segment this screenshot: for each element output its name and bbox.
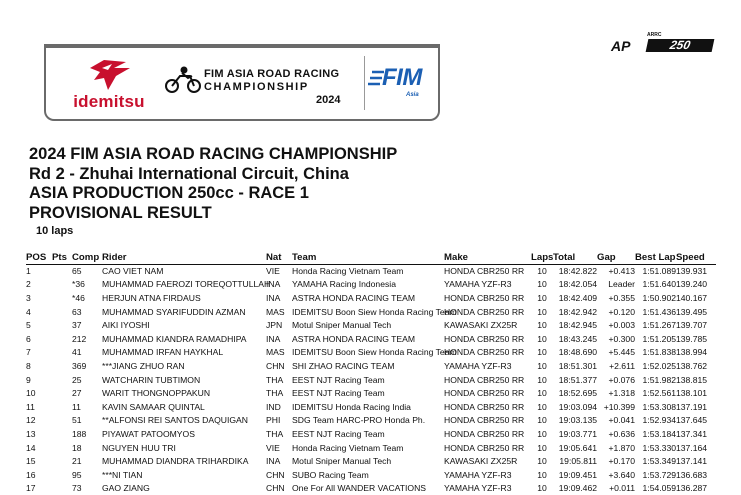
cell-speed: 139.931 [676, 264, 716, 278]
cell-pts [52, 278, 72, 292]
cell-nat: JPN [266, 318, 292, 332]
cell-comp: 51 [72, 414, 102, 428]
cell-nat: INA [266, 454, 292, 468]
cell-pos: 1 [26, 264, 52, 278]
cell-laps: 10 [531, 482, 553, 495]
table-row [26, 332, 716, 346]
cell-pos: 2 [26, 278, 52, 292]
cell-make: HONDA CBR250 RR [444, 400, 531, 414]
cell-make: HONDA CBR250 RR [444, 441, 531, 455]
cell-gap: +0.300 [597, 332, 635, 346]
cell-gap: +0.120 [597, 305, 635, 319]
table-row [26, 305, 716, 319]
cell-pts [52, 414, 72, 428]
cell-make: HONDA CBR250 RR [444, 305, 531, 319]
cell-pos: 4 [26, 305, 52, 319]
cell-gap: +1.318 [597, 386, 635, 400]
cell-speed: 137.645 [676, 414, 716, 428]
cell-laps: 10 [531, 414, 553, 428]
cell-team: Honda Racing Vietnam Team [292, 264, 444, 278]
cell-gap: +1.870 [597, 441, 635, 455]
cell-team: EEST NJT Racing Team [292, 373, 444, 387]
cell-rider: MUHAMMAD KIANDRA RAMADHIPA [102, 332, 266, 346]
cell-pos: 10 [26, 386, 52, 400]
cell-pts [52, 373, 72, 387]
col-best: Best Lap [635, 251, 676, 264]
cell-total: 19:09.451 [553, 468, 597, 482]
cell-comp: 212 [72, 332, 102, 346]
table-row [26, 318, 716, 332]
cell-pts [52, 359, 72, 373]
cell-total: 18:42.822 [553, 264, 597, 278]
cell-best: 1:52.934 [635, 414, 676, 428]
cell-rider: WATCHARIN TUBTIMON [102, 373, 266, 387]
cell-team: YAMAHA Racing Indonesia [292, 278, 444, 292]
cell-best: 1:53.308 [635, 400, 676, 414]
cell-team: IDEMITSU Boon Siew Honda Racing Team [292, 305, 444, 319]
cell-pos: 8 [26, 359, 52, 373]
cell-pos: 16 [26, 468, 52, 482]
table-row [26, 373, 716, 387]
fim-title-line1: FIM ASIA ROAD RACING [204, 68, 339, 80]
cell-comp: *36 [72, 278, 102, 292]
cell-nat: IND [266, 400, 292, 414]
cell-pts [52, 291, 72, 305]
fim-title-year: 2024 [316, 94, 340, 106]
header-banner [44, 44, 440, 121]
cell-comp: 73 [72, 482, 102, 495]
cell-best: 1:53.330 [635, 441, 676, 455]
cell-pts [52, 441, 72, 455]
cell-rider: **ALFONSI REI SANTOS DAQUIGAN [102, 414, 266, 428]
ap-label: AP [611, 38, 630, 54]
cell-team: ASTRA HONDA RACING TEAM [292, 332, 444, 346]
cell-laps: 10 [531, 278, 553, 292]
cell-laps: 10 [531, 291, 553, 305]
championship-title: 2024 FIM ASIA ROAD RACING CHAMPIONSHIP [29, 145, 397, 165]
cell-make: HONDA CBR250 RR [444, 346, 531, 360]
cell-laps: 10 [531, 386, 553, 400]
cell-nat: CHN [266, 359, 292, 373]
cell-nat: INA [266, 332, 292, 346]
cell-make: YAMAHA YZF-R3 [444, 359, 531, 373]
cell-comp: 21 [72, 454, 102, 468]
cell-comp: 63 [72, 305, 102, 319]
table-row [26, 414, 716, 428]
cell-nat: VIE [266, 264, 292, 278]
cell-pts [52, 482, 72, 495]
cell-team: SHI ZHAO RACING TEAM [292, 359, 444, 373]
table-row [26, 264, 716, 278]
cell-nat: MAS [266, 346, 292, 360]
cell-comp: 27 [72, 386, 102, 400]
cell-comp: 188 [72, 427, 102, 441]
cell-laps: 10 [531, 400, 553, 414]
cell-team: EEST NJT Racing Team [292, 386, 444, 400]
cell-rider: MUHAMMAD SYARIFUDDIN AZMAN [102, 305, 266, 319]
cell-best: 1:51.838 [635, 346, 676, 360]
cell-make: KAWASAKI ZX25R [444, 454, 531, 468]
cell-total: 18:52.695 [553, 386, 597, 400]
fim-asia-logo [372, 62, 434, 106]
cell-rider: MUHAMMAD FAEROZI TOREQOTTULLAH [102, 278, 266, 292]
col-speed: Speed [676, 251, 716, 264]
cell-gap: +0.636 [597, 427, 635, 441]
fim-asia-sub: Asia [406, 92, 419, 98]
table-header-row [26, 251, 716, 264]
cell-nat: THA [266, 373, 292, 387]
cell-speed: 136.683 [676, 468, 716, 482]
cell-pts [52, 400, 72, 414]
fim-wordmark: FIM [382, 64, 422, 92]
cell-team: Motul Sniper Manual Tech [292, 318, 444, 332]
col-pts: Pts [52, 251, 72, 264]
col-team: Team [292, 251, 444, 264]
cell-make: HONDA CBR250 RR [444, 427, 531, 441]
cell-speed: 139.785 [676, 332, 716, 346]
motorbike-rider-icon [164, 64, 202, 94]
cell-gap: +10.399 [597, 400, 635, 414]
cell-rider: AIKI IYOSHI [102, 318, 266, 332]
cell-best: 1:52.561 [635, 386, 676, 400]
cell-best: 1:53.729 [635, 468, 676, 482]
cell-best: 1:53.184 [635, 427, 676, 441]
cell-team: SDG Team HARC-PRO Honda Ph. [292, 414, 444, 428]
cell-team: IDEMITSU Boon Siew Honda Racing Team [292, 346, 444, 360]
race-laps: 10 laps [36, 225, 73, 237]
cell-make: HONDA CBR250 RR [444, 373, 531, 387]
col-gap: Gap [597, 251, 635, 264]
cell-gap: +3.640 [597, 468, 635, 482]
fim-championship-title [164, 62, 360, 112]
cell-total: 19:03.094 [553, 400, 597, 414]
cell-speed: 139.240 [676, 278, 716, 292]
result-status-title: PROVISIONAL RESULT [29, 204, 397, 224]
cell-speed: 136.287 [676, 482, 716, 495]
cell-comp: 18 [72, 441, 102, 455]
cell-pts [52, 427, 72, 441]
cell-make: YAMAHA YZF-R3 [444, 482, 531, 495]
table-row [26, 454, 716, 468]
cell-total: 18:42.409 [553, 291, 597, 305]
cell-speed: 140.167 [676, 291, 716, 305]
cell-make: KAWASAKI ZX25R [444, 318, 531, 332]
cell-pts [52, 318, 72, 332]
cell-pos: 17 [26, 482, 52, 495]
cell-best: 1:54.059 [635, 482, 676, 495]
cell-team: EEST NJT Racing Team [292, 427, 444, 441]
cell-pos: 15 [26, 454, 52, 468]
cell-team: ASTRA HONDA RACING TEAM [292, 291, 444, 305]
cell-total: 18:42.054 [553, 278, 597, 292]
idemitsu-logo [64, 56, 154, 114]
cell-make: YAMAHA YZF-R3 [444, 278, 531, 292]
idemitsu-wordmark: idemitsu [64, 92, 154, 112]
cell-gap: +5.445 [597, 346, 635, 360]
cell-pos: 6 [26, 332, 52, 346]
col-comp: Comp [72, 251, 102, 264]
cell-speed: 137.341 [676, 427, 716, 441]
cell-nat: MAS [266, 305, 292, 319]
col-rider: Rider [102, 251, 266, 264]
cell-nat: THA [266, 386, 292, 400]
cell-gap: +0.076 [597, 373, 635, 387]
ap-class-number: 250 [646, 39, 715, 52]
cell-team: One For All WANDER VACATIONS [292, 482, 444, 495]
cell-comp: 369 [72, 359, 102, 373]
table-row [26, 346, 716, 360]
cell-total: 19:03.135 [553, 414, 597, 428]
cell-nat: VIE [266, 441, 292, 455]
cell-total: 18:42.942 [553, 305, 597, 319]
cell-pos: 9 [26, 373, 52, 387]
cell-gap: +0.355 [597, 291, 635, 305]
cell-make: HONDA CBR250 RR [444, 414, 531, 428]
cell-make: HONDA CBR250 RR [444, 291, 531, 305]
cell-gap: Leader [597, 278, 635, 292]
cell-pts [52, 468, 72, 482]
cell-laps: 10 [531, 332, 553, 346]
cell-comp: 65 [72, 264, 102, 278]
cell-gap: +0.413 [597, 264, 635, 278]
cell-rider: NGUYEN HUU TRI [102, 441, 266, 455]
cell-total: 18:43.245 [553, 332, 597, 346]
cell-best: 1:51.089 [635, 264, 676, 278]
cell-laps: 10 [531, 318, 553, 332]
cell-total: 18:51.301 [553, 359, 597, 373]
cell-make: HONDA CBR250 RR [444, 264, 531, 278]
cell-pos: 11 [26, 400, 52, 414]
col-make: Make [444, 251, 531, 264]
cell-pts [52, 305, 72, 319]
cell-pos: 7 [26, 346, 52, 360]
cell-speed: 138.815 [676, 373, 716, 387]
cell-pts [52, 332, 72, 346]
cell-rider: KAVIN SAMAAR QUINTAL [102, 400, 266, 414]
cell-total: 19:05.641 [553, 441, 597, 455]
cell-best: 1:51.267 [635, 318, 676, 332]
table-row [26, 482, 716, 495]
cell-pts [52, 386, 72, 400]
cell-pos: 14 [26, 441, 52, 455]
cell-laps: 10 [531, 373, 553, 387]
cell-total: 18:51.377 [553, 373, 597, 387]
cell-rider: ***JIANG ZHUO RAN [102, 359, 266, 373]
cell-rider: MUHAMMAD IRFAN HAYKHAL [102, 346, 266, 360]
arrc-ap250-logo [611, 38, 715, 54]
col-pos: POS [26, 251, 52, 264]
cell-speed: 139.495 [676, 305, 716, 319]
cell-nat: CHN [266, 468, 292, 482]
table-row [26, 291, 716, 305]
cell-speed: 137.164 [676, 441, 716, 455]
idemitsu-bird-icon [86, 58, 132, 92]
arrc-small-label: ARRC [647, 32, 661, 38]
cell-comp: 41 [72, 346, 102, 360]
cell-comp: 37 [72, 318, 102, 332]
cell-pos: 13 [26, 427, 52, 441]
cell-laps: 10 [531, 346, 553, 360]
cell-rider: HERJUN ATNA FIRDAUS [102, 291, 266, 305]
cell-best: 1:50.902 [635, 291, 676, 305]
cell-laps: 10 [531, 359, 553, 373]
cell-speed: 137.141 [676, 454, 716, 468]
table-row [26, 468, 716, 482]
cell-gap: +0.011 [597, 482, 635, 495]
cell-rider: WARIT THONGNOPPAKUN [102, 386, 266, 400]
cell-gap: +2.611 [597, 359, 635, 373]
cell-total: 19:05.811 [553, 454, 597, 468]
cell-comp: 95 [72, 468, 102, 482]
cell-laps: 10 [531, 468, 553, 482]
cell-rider: PIYAWAT PATOOMYOS [102, 427, 266, 441]
cell-gap: +0.041 [597, 414, 635, 428]
cell-best: 1:51.640 [635, 278, 676, 292]
round-title: Rd 2 - Zhuhai International Circuit, China [29, 165, 397, 185]
cell-rider: GAO ZIANG [102, 482, 266, 495]
cell-team: Honda Racing Vietnam Team [292, 441, 444, 455]
cell-total: 18:48.690 [553, 346, 597, 360]
cell-team: IDEMITSU Honda Racing India [292, 400, 444, 414]
cell-total: 19:09.462 [553, 482, 597, 495]
cell-team: Motul Sniper Manual Tech [292, 454, 444, 468]
cell-make: HONDA CBR250 RR [444, 332, 531, 346]
cell-laps: 10 [531, 264, 553, 278]
col-total: Total [553, 251, 597, 264]
cell-pts [52, 264, 72, 278]
cell-nat: CHN [266, 482, 292, 495]
cell-laps: 10 [531, 305, 553, 319]
cell-nat: INA [266, 278, 292, 292]
cell-laps: 10 [531, 427, 553, 441]
cell-total: 18:42.945 [553, 318, 597, 332]
results-table [26, 251, 716, 495]
cell-pos: 12 [26, 414, 52, 428]
cell-comp: *46 [72, 291, 102, 305]
cell-team: SUBO Racing Team [292, 468, 444, 482]
cell-rider: CAO VIET NAM [102, 264, 266, 278]
cell-best: 1:53.349 [635, 454, 676, 468]
cell-best: 1:52.025 [635, 359, 676, 373]
header-divider [364, 56, 365, 110]
results-body [26, 264, 716, 495]
cell-speed: 139.707 [676, 318, 716, 332]
cell-nat: PHI [266, 414, 292, 428]
cell-speed: 137.191 [676, 400, 716, 414]
cell-make: HONDA CBR250 RR [444, 386, 531, 400]
table-row [26, 441, 716, 455]
table-row [26, 400, 716, 414]
col-nat: Nat [266, 251, 292, 264]
class-title: ASIA PRODUCTION 250cc - RACE 1 [29, 184, 397, 204]
cell-comp: 11 [72, 400, 102, 414]
cell-pts [52, 346, 72, 360]
cell-best: 1:51.205 [635, 332, 676, 346]
table-row [26, 427, 716, 441]
cell-rider: MUHAMMAD DIANDRA TRIHARDIKA [102, 454, 266, 468]
cell-make: YAMAHA YZF-R3 [444, 468, 531, 482]
table-row [26, 359, 716, 373]
col-laps: Laps [531, 251, 553, 264]
cell-pos: 3 [26, 291, 52, 305]
cell-best: 1:51.982 [635, 373, 676, 387]
cell-gap: +0.170 [597, 454, 635, 468]
table-row [26, 386, 716, 400]
cell-pts [52, 454, 72, 468]
document-titles [29, 145, 397, 223]
cell-laps: 10 [531, 441, 553, 455]
cell-best: 1:51.436 [635, 305, 676, 319]
cell-pos: 5 [26, 318, 52, 332]
cell-total: 19:03.771 [553, 427, 597, 441]
cell-gap: +0.003 [597, 318, 635, 332]
fim-title-line2: CHAMPIONSHIP [204, 81, 309, 93]
cell-nat: INA [266, 291, 292, 305]
cell-nat: THA [266, 427, 292, 441]
cell-speed: 138.762 [676, 359, 716, 373]
cell-comp: 25 [72, 373, 102, 387]
table-row [26, 278, 716, 292]
cell-rider: ***NI TIAN [102, 468, 266, 482]
cell-speed: 138.994 [676, 346, 716, 360]
cell-laps: 10 [531, 454, 553, 468]
cell-speed: 138.101 [676, 386, 716, 400]
